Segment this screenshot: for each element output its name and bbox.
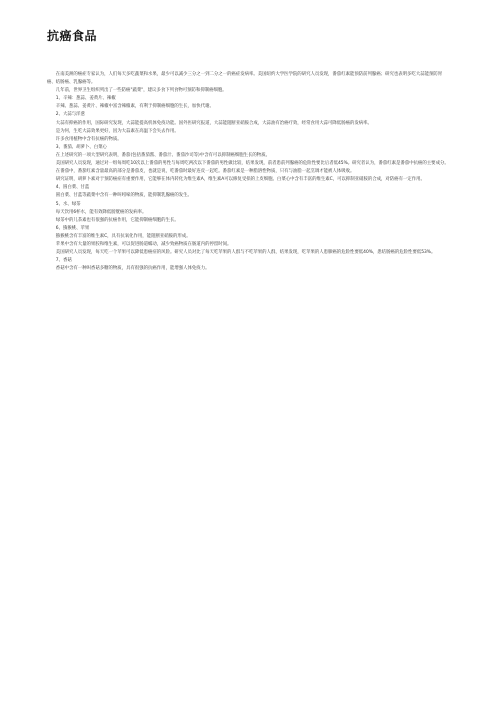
paragraph: 香菇中含有一种叫香菇多糖的物质，具有很强的抗癌作用，能增强人体免疫力。 [55,266,210,272]
paragraph: 苹果中含有大量的果胶和维生素，可以促进肠道蠕动，减少致癌物质在肠道内的停留时间。 [55,241,232,247]
paragraph: 辛辣、葱蒜、姜黄片、辣椒中富含辣椒素，有利于抑制癌细胞的生长，加快代谢。 [55,104,214,110]
paragraph: 4、圆白菜、甘蓝 [55,185,90,191]
paragraph: 圆白菜、甘蓝等蔬菜中含有一种叫吲哚的物质，能抑制乳腺癌的发生。 [55,193,192,199]
paragraph: 在南美洲的癌症专家认为，人们每天多吃蔬菜和水果，最少可以减少三分之一到二分之一的癌症发病率。美国纽约大学医学院的研究人员发现，番茄红素能预防前列腺癌；研究也表明多吃大蒜能预防胃癌、结肠癌、乳腺癌等。 [47,72,443,86]
document-body [47,71,449,273]
paragraph: 6、猕猴桃、苹果 [55,225,90,231]
paragraph: 在上述研究的一项大型研究表明，番茄(包括番茄酱、番茄汁、番茄沙司等)中含有可以抑制癌细胞生长的物质。 [55,152,270,158]
paragraph: 研究证明，胡萝卜素对于预防癌症有重要作用，它能够在体内转化为维生素A，维生素A可以修复受损的上皮细胞。白菜心中含有丰富的维生素C，可以抑制亚硝胺的合成，对防癌有一定作用。 [55,177,425,183]
paragraph: 是为何，生吃大蒜效果更好，因为大蒜素在高温下会失去作用。 [55,128,179,134]
paragraph: 5、水、绿茶 [55,201,81,207]
document-title: 抗癌食品 [47,29,98,43]
paragraph: 几年前，世界卫生组织列出了一些防癌"蔬菜"，建议多食下列食物可预防和抑制癌细胞。 [55,88,227,94]
paragraph: 1、辛辣：葱蒜、姜黄片、辣椒 [55,96,116,102]
paragraph: 猕猴桃含有丰富的维生素C，具有抗氧化作用，能阻断亚硝胺的形成。 [55,233,191,239]
paragraph: 美国研究人员发现，通过对一组每周吃10次以上番茄的男性与每周吃两次以下番茄的男性做比较，结果发现，前者患前列腺癌的危险性要比后者低45%。研究者认为，番茄红素是番茄中抗癌的主要成分。 [55,161,449,167]
paragraph: 绿茶中的儿茶素也有很强的抗癌作用，它能抑制癌细胞的生长。 [55,217,179,223]
paragraph: 7、香菇 [55,258,72,264]
paragraph: 美国研究人员发现，每天吃一个苹果可以降低患癌症的风险。研究人员对比了每天吃苹果的人群与不吃苹果的人群，结果发现，吃苹果的人患肺癌的危险性要低40%，患结肠癌的危险性要低53%。 [55,250,436,256]
paragraph: 大蒜有抑癌的作用，国际研究发现，大蒜能提高机体免疫功能。国外医研究报道，大蒜能阻断亚硝胺合成，大蒜油有治癌疗效，经常食用大蒜可降低肠癌的发病率。 [55,120,372,126]
paragraph: 许多食用植物中含有抗癌的物质。 [55,136,122,142]
paragraph: 在番茄中，番茄红素含量最高的部分是番茄皮，也就是说，吃番茄时最好连皮一起吃。番茄红素是一种脂溶性物质，只有与油脂一起烹调才能被人体吸收。 [55,169,355,175]
paragraph: 3、番茄、胡萝卜、白菜心 [55,144,107,150]
paragraph: 每天饮用6杯水，能有效降低膀胱癌的发病率。 [55,209,147,215]
paragraph: 2、大蒜与洋葱 [55,112,85,118]
